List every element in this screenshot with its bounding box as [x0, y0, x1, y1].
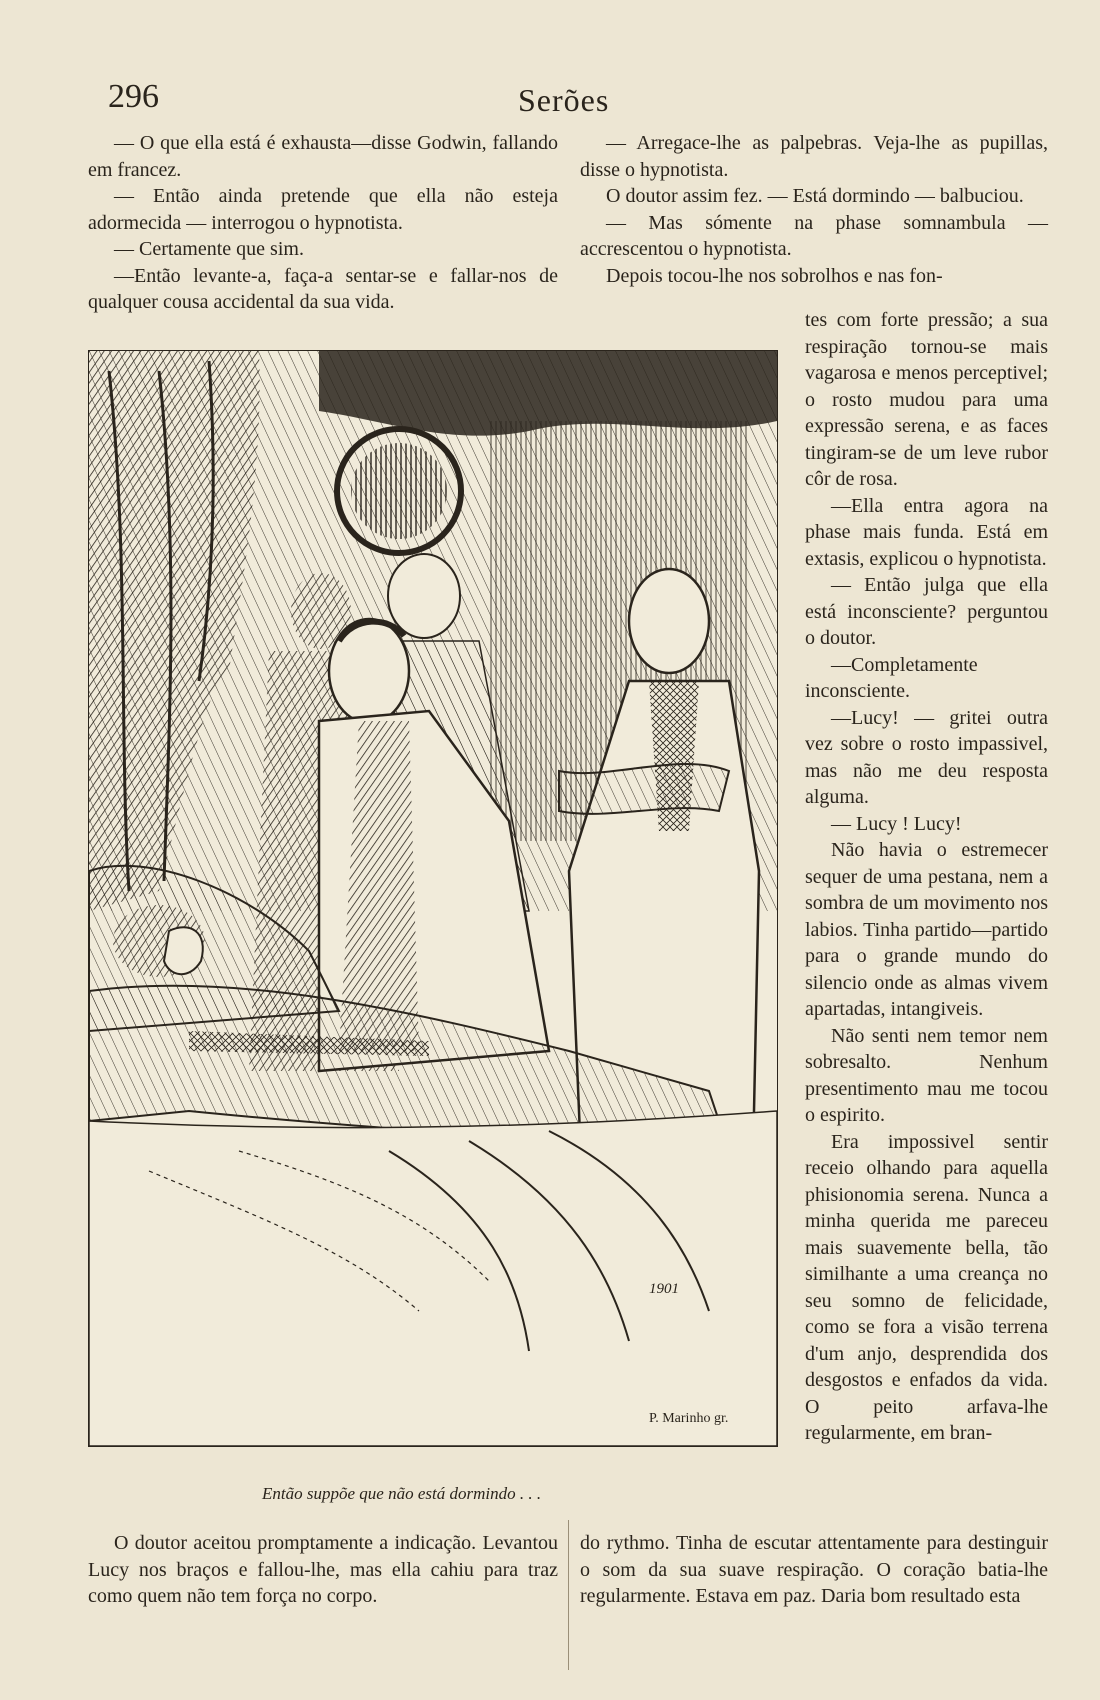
- right-column-narrow: [805, 307, 1048, 1447]
- left-column-top: [88, 130, 558, 316]
- paragraph: do rythmo. Tinha de escutar attentamente para destinguir o som da sua suave respiração. O coração batia-lhe regularmente. Estava em paz. Daria bom resultado esta: [580, 1532, 1048, 1607]
- paragraph: —Completamente inconsciente.: [805, 653, 978, 702]
- paragraph: — O que ella está é exhausta—disse Godwin, fallando em francez.: [88, 132, 558, 181]
- paragraph: —Ella entra agora na phase mais funda. Está em extasis, explicou o hypnotista.: [805, 494, 1048, 570]
- paragraph: — Então julga que ella está inconsciente? perguntou o doutor.: [805, 574, 1048, 649]
- right-column-top: [580, 130, 1048, 289]
- paragraph: —Lucy! — gritei outra vez sobre o rosto impassivel, mas não me deu resposta alguma.: [805, 706, 1048, 808]
- paragraph: — Arregace-lhe as palpebras. Veja-lhe as pupillas, disse o hypnotista.: [580, 132, 1048, 181]
- woman-face: [164, 927, 203, 974]
- paragraph: —Então levante-a, faça-a sentar-se e fallar-nos de qualquer cousa accidental da sua vida.: [88, 264, 558, 313]
- paragraph: O doutor aceitou promptamente a indicação. Levantou Lucy nos braços e fallou-lhe, mas ella cahiu para traz como quem não tem força no corpo.: [88, 1532, 558, 1607]
- paragraph: Não senti nem temor nem sobresalto. Nenhum presentimento mau me tocou o espirito.: [805, 1024, 1048, 1126]
- paragraph: Era impossivel sentir receio olhando para aquella phisionomia serena. Nunca a minha querida me pareceu mais suavemente bella, tão similhante a uma creança no seu somno de felicidade, como se fora a visão terrena d'um anjo, desprendida dos desgostos e enfados da vida. O peito arfava-lhe regularmente, em bran-: [805, 1130, 1048, 1444]
- column-divider: [568, 1520, 569, 1670]
- figure-head: [388, 554, 460, 638]
- year-mark: 1901: [649, 1281, 679, 1297]
- paragraph: — Mas sómente na phase somnambula — accrescentou o hypnotista.: [580, 211, 1048, 260]
- mirror-glass: [351, 443, 447, 539]
- paragraph: — Lucy ! Lucy!: [831, 812, 962, 835]
- paragraph: Depois tocou-lhe nos sobrolhos e nas fon-: [606, 264, 943, 287]
- paragraph: — Certamente que sim.: [114, 238, 304, 260]
- page-header: [108, 78, 1048, 128]
- man-head: [629, 569, 709, 673]
- left-column-bottom: [88, 1530, 558, 1610]
- paragraph: — Então ainda pretende que ella não esteja adormecida — interrogou o hypnotista.: [88, 185, 558, 234]
- right-column-bottom: [580, 1530, 1048, 1610]
- running-title: Serões: [518, 82, 610, 118]
- bed-sheet: [89, 1111, 777, 1446]
- page-number: 296: [108, 78, 159, 115]
- paragraph: Não havia o estremecer sequer de uma pestana, nem a sombra de um movimento nos labios. Tinha partido—partido para o grande mundo do silencio onde as almas vivem apartadas, intangiveis.: [805, 839, 1048, 1020]
- engraving-illustration: [88, 350, 778, 1447]
- engraver-signature: P. Marinho gr.: [649, 1411, 729, 1426]
- illustration-caption: Então suppõe que não está dormindo . . .: [262, 1484, 542, 1503]
- paragraph: O doutor assim fez. — Está dormindo — balbuciou.: [606, 185, 1024, 207]
- paragraph: tes com forte pressão; a sua respiração tornou-se mais vagarosa e menos perceptivel; o rosto mudou para uma expressão serena, e as faces tingiram-se de um leve rubor côr de rosa.: [805, 309, 1048, 490]
